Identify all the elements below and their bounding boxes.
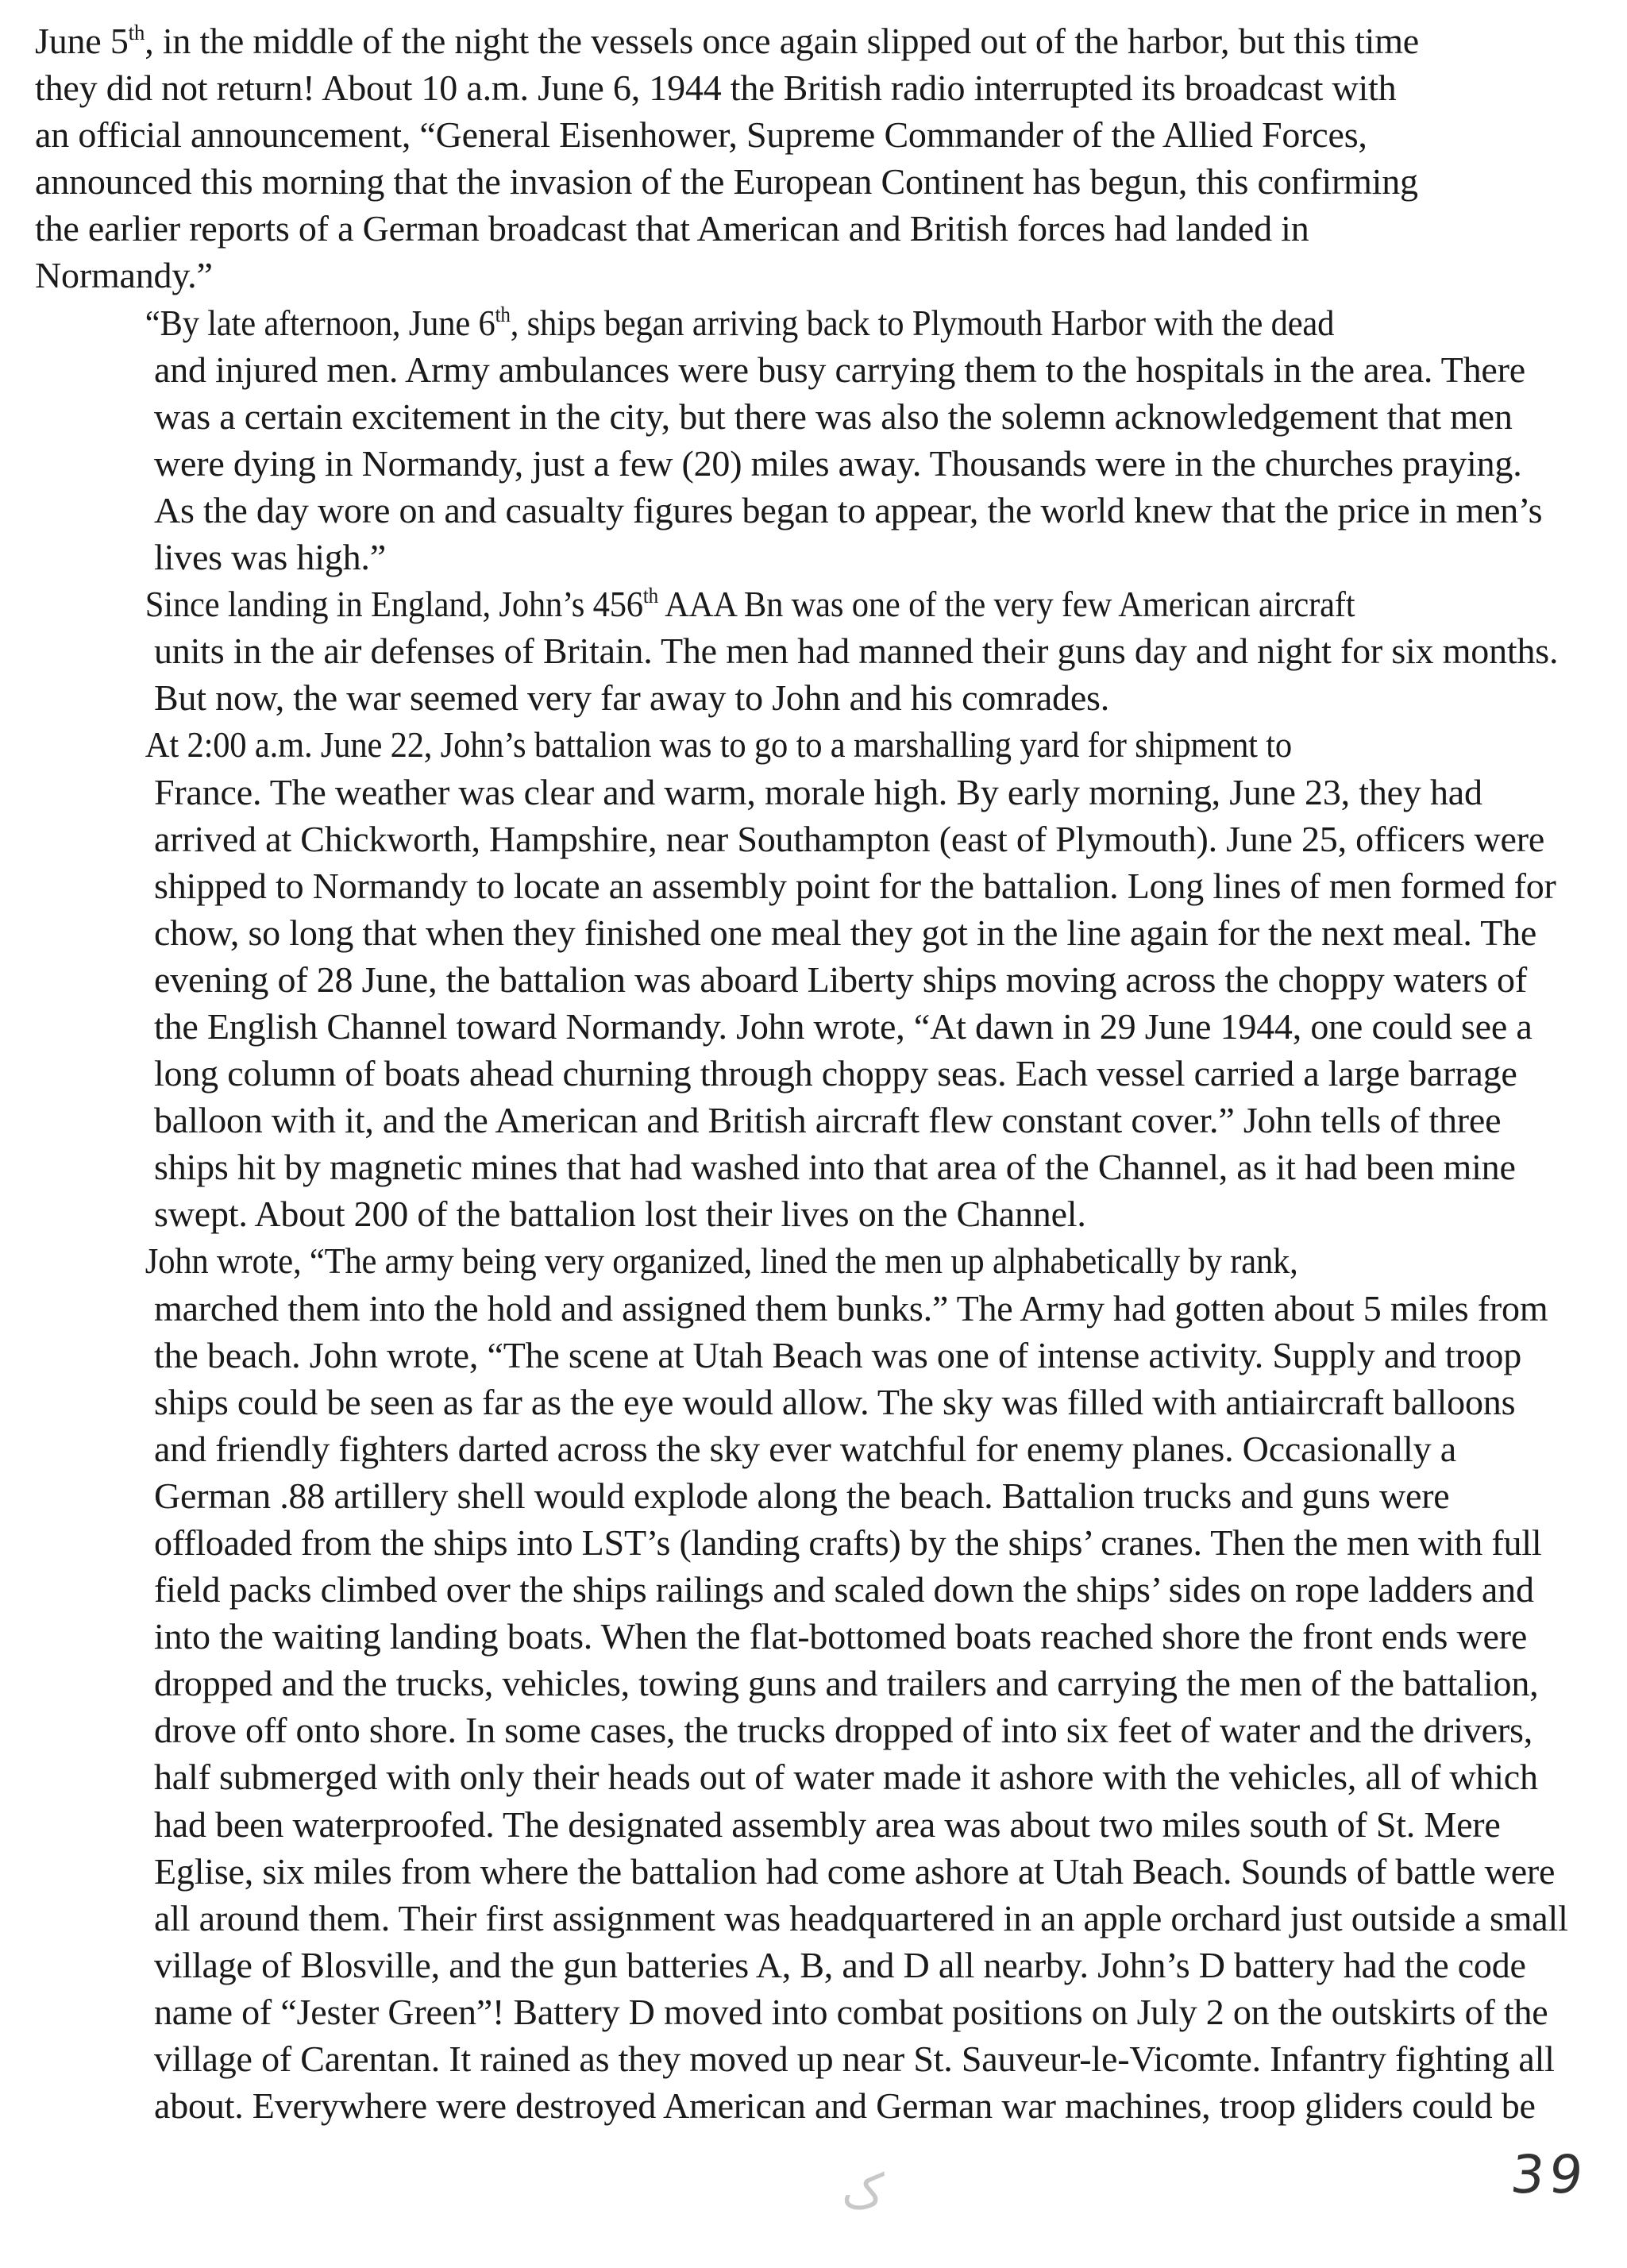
text-line bbox=[35, 252, 1579, 299]
text-segment: an official announcement, “General Eisenhower, Supreme Commander of the Allied Forces, bbox=[35, 114, 1367, 156]
text-segment: drove off onto shore. In some cases, the trucks dropped of into six feet of water and the drivers, bbox=[154, 1710, 1533, 1751]
text-line bbox=[35, 487, 1579, 534]
text-segment: Eglise, six miles from where the battalion had come ashore at Utah Beach. Sounds of battle were bbox=[154, 1850, 1556, 1892]
text-segment: ships could be seen as far as the eye would allow. The sky was filled with antiaircraft balloons bbox=[154, 1381, 1516, 1422]
text-line bbox=[35, 440, 1579, 487]
text-segment: were dying in Normandy, just a few (20) miles away. Thousands were in the churches praying. bbox=[154, 442, 1522, 484]
text-line bbox=[35, 1472, 1579, 1519]
text-segment: ships hit by magnetic mines that had washed into that area of the Channel, as it had been mine bbox=[154, 1147, 1516, 1188]
paragraph bbox=[35, 299, 1579, 581]
text-line bbox=[35, 1613, 1579, 1660]
text-segment: But now, the war seemed very far away to John and his comrades. bbox=[154, 677, 1110, 719]
text-segment: village of Blosville, and the gun batteries A, B, and D all nearby. John’s D battery had the code bbox=[154, 1944, 1526, 1985]
body-text bbox=[35, 17, 1579, 2129]
text-line bbox=[35, 816, 1579, 862]
text-segment: the beach. John wrote, “The scene at Utah Beach was one of intense activity. Supply and troop bbox=[154, 1334, 1522, 1375]
text-line bbox=[35, 1707, 1579, 1753]
text-segment: announced this morning that the invasion of the European Continent has begun, this confirming bbox=[35, 161, 1418, 202]
text-line bbox=[35, 1848, 1579, 1895]
text-line bbox=[35, 1566, 1579, 1613]
text-line bbox=[35, 64, 1579, 111]
text-line bbox=[35, 1801, 1579, 1848]
text-segment: At 2:00 a.m. June 22, John’s battalion was to go to a marshalling yard for shipment to bbox=[145, 724, 1293, 766]
text-line bbox=[35, 1425, 1579, 1472]
text-segment: shipped to Normandy to locate an assembly point for the battalion. Long lines of men formed for bbox=[154, 865, 1556, 906]
text-segment: dropped and the trucks, vehicles, towing guns and trailers and carrying the men of the battalion, bbox=[154, 1663, 1539, 1704]
text-line bbox=[35, 1097, 1579, 1144]
text-segment: lives was high.” bbox=[154, 537, 386, 578]
text-segment: was a certain excitement in the city, but there was also the solemn acknowledgement that men bbox=[154, 395, 1513, 437]
text-line bbox=[35, 627, 1579, 674]
text-line bbox=[35, 1660, 1579, 1707]
text-line bbox=[35, 1285, 1579, 1332]
text-line bbox=[35, 393, 1579, 440]
text-line bbox=[35, 158, 1579, 205]
text-line bbox=[35, 1895, 1579, 1942]
text-line bbox=[35, 1942, 1579, 1988]
text-segment: marched them into the hold and assigned them bunks.” The Army had gotten about 5 miles from bbox=[154, 1287, 1548, 1329]
text-line bbox=[35, 1144, 1579, 1190]
text-segment: German .88 artillery shell would explode along the beach. Battalion trucks and guns were bbox=[154, 1475, 1450, 1516]
text-segment: As the day wore on and casualty figures began to appear, the world knew that the price in men’s bbox=[154, 489, 1543, 530]
text-segment: France. The weather was clear and warm, morale high. By early morning, June 23, they had bbox=[154, 771, 1482, 812]
text-segment: June 5 bbox=[35, 21, 129, 61]
text-line bbox=[35, 1753, 1579, 1800]
text-segment: , in the middle of the night the vessels once again slipped out of the harbor, but this time bbox=[145, 21, 1419, 61]
text-line bbox=[35, 1519, 1579, 1566]
paragraph bbox=[35, 1237, 1579, 2129]
text-segment: chow, so long that when they finished one meal they got in the line again for the next meal. The bbox=[154, 912, 1537, 953]
text-line bbox=[35, 534, 1579, 580]
text-line bbox=[35, 721, 1464, 768]
text-line bbox=[35, 1190, 1579, 1237]
text-line bbox=[35, 1988, 1579, 2035]
text-line bbox=[35, 1050, 1579, 1097]
page-number: 39 bbox=[1507, 2144, 1591, 2205]
text-segment: and friendly fighters darted across the sky ever watchful for enemy planes. Occasionally a bbox=[154, 1428, 1456, 1469]
text-line bbox=[35, 299, 1464, 346]
text-line bbox=[35, 580, 1464, 627]
text-segment: and injured men. Army ambulances were busy carrying them to the hospitals in the area. There bbox=[154, 349, 1525, 390]
text-segment: into the waiting landing boats. When the flat-bottomed boats reached shore the front ends were bbox=[154, 1616, 1528, 1657]
text-segment: they did not return! About 10 a.m. June 6, 1944 the British radio interrupted its broadcast with bbox=[35, 68, 1397, 109]
ordinal-superscript: th bbox=[642, 584, 658, 608]
text-segment: the earlier reports of a German broadcast that American and British forces had landed in bbox=[35, 208, 1309, 249]
text-segment: John wrote, “The army being very organized, lined the men up alphabetically by rank, bbox=[145, 1240, 1298, 1282]
text-segment: long column of boats ahead churning through choppy seas. Each vessel carried a large barrage bbox=[154, 1053, 1517, 1094]
text-segment: , ships began arriving back to Plymouth Harbor with the dead bbox=[510, 302, 1335, 343]
text-segment: “By late afternoon, June 6 bbox=[145, 302, 495, 343]
text-segment: field packs climbed over the ships railings and scaled down the ships’ sides on rope ladders and bbox=[154, 1569, 1534, 1610]
text-segment: Normandy.” bbox=[35, 255, 213, 296]
text-segment: about. Everywhere were destroyed American and German war machines, troop gliders could be bbox=[154, 2085, 1536, 2127]
paragraph bbox=[35, 721, 1579, 1237]
text-segment: swept. About 200 of the battalion lost their lives on the Channel. bbox=[154, 1194, 1086, 1235]
ordinal-superscript: th bbox=[495, 302, 511, 326]
ordinal-superscript: th bbox=[128, 21, 145, 44]
paragraph bbox=[35, 580, 1579, 721]
text-segment: had been waterproofed. The designated assembly area was about two miles south of St. Mere bbox=[154, 1803, 1501, 1845]
text-segment: village of Carentan. It rained as they moved up near St. Sauveur-le-Vicomte. Infantry fighting all bbox=[154, 2038, 1555, 2080]
text-segment: arrived at Chickworth, Hampshire, near Southampton (east of Plymouth). June 25, officers were bbox=[154, 818, 1545, 859]
text-segment: all around them. Their first assignment was headquartered in an apple orchard just outside a small bbox=[154, 1897, 1568, 1938]
text-segment: name of “Jester Green”! Battery D moved into combat positions on July 2 on the outskirts of the bbox=[154, 1991, 1548, 2032]
text-line bbox=[35, 2082, 1579, 2129]
text-line bbox=[35, 346, 1579, 393]
text-segment: half submerged with only their heads out of water made it ashore with the vehicles, all of which bbox=[154, 1757, 1538, 1798]
text-line bbox=[35, 1237, 1464, 1284]
text-segment: offloaded from the ships into LST’s (landing crafts) by the ships’ cranes. Then the men with full bbox=[154, 1522, 1542, 1563]
text-line bbox=[35, 1003, 1579, 1050]
text-line bbox=[35, 2035, 1579, 2082]
text-line bbox=[35, 1332, 1579, 1379]
text-line bbox=[35, 956, 1579, 1003]
text-segment: units in the air defenses of Britain. The men had manned their guns day and night for six months. bbox=[154, 631, 1559, 672]
text-line bbox=[35, 674, 1579, 721]
text-line bbox=[35, 862, 1579, 909]
text-line bbox=[35, 769, 1579, 816]
scan-smudge-mark: ک bbox=[842, 2164, 885, 2220]
text-segment: balloon with it, and the American and British aircraft flew constant cover.” John tells of three bbox=[154, 1100, 1502, 1141]
text-line bbox=[35, 1379, 1579, 1425]
text-segment: AAA Bn was one of the very few American aircraft bbox=[657, 584, 1355, 625]
text-line bbox=[35, 17, 1579, 64]
text-line bbox=[35, 909, 1579, 956]
text-segment: the English Channel toward Normandy. John wrote, “At dawn in 29 June 1944, one could see a bbox=[154, 1005, 1533, 1047]
text-segment: Since landing in England, John’s 456 bbox=[145, 584, 643, 625]
text-line bbox=[35, 111, 1579, 158]
text-line bbox=[35, 205, 1579, 252]
paragraph bbox=[35, 17, 1579, 299]
text-segment: evening of 28 June, the battalion was aboard Liberty ships moving across the choppy waters of bbox=[154, 958, 1527, 1000]
